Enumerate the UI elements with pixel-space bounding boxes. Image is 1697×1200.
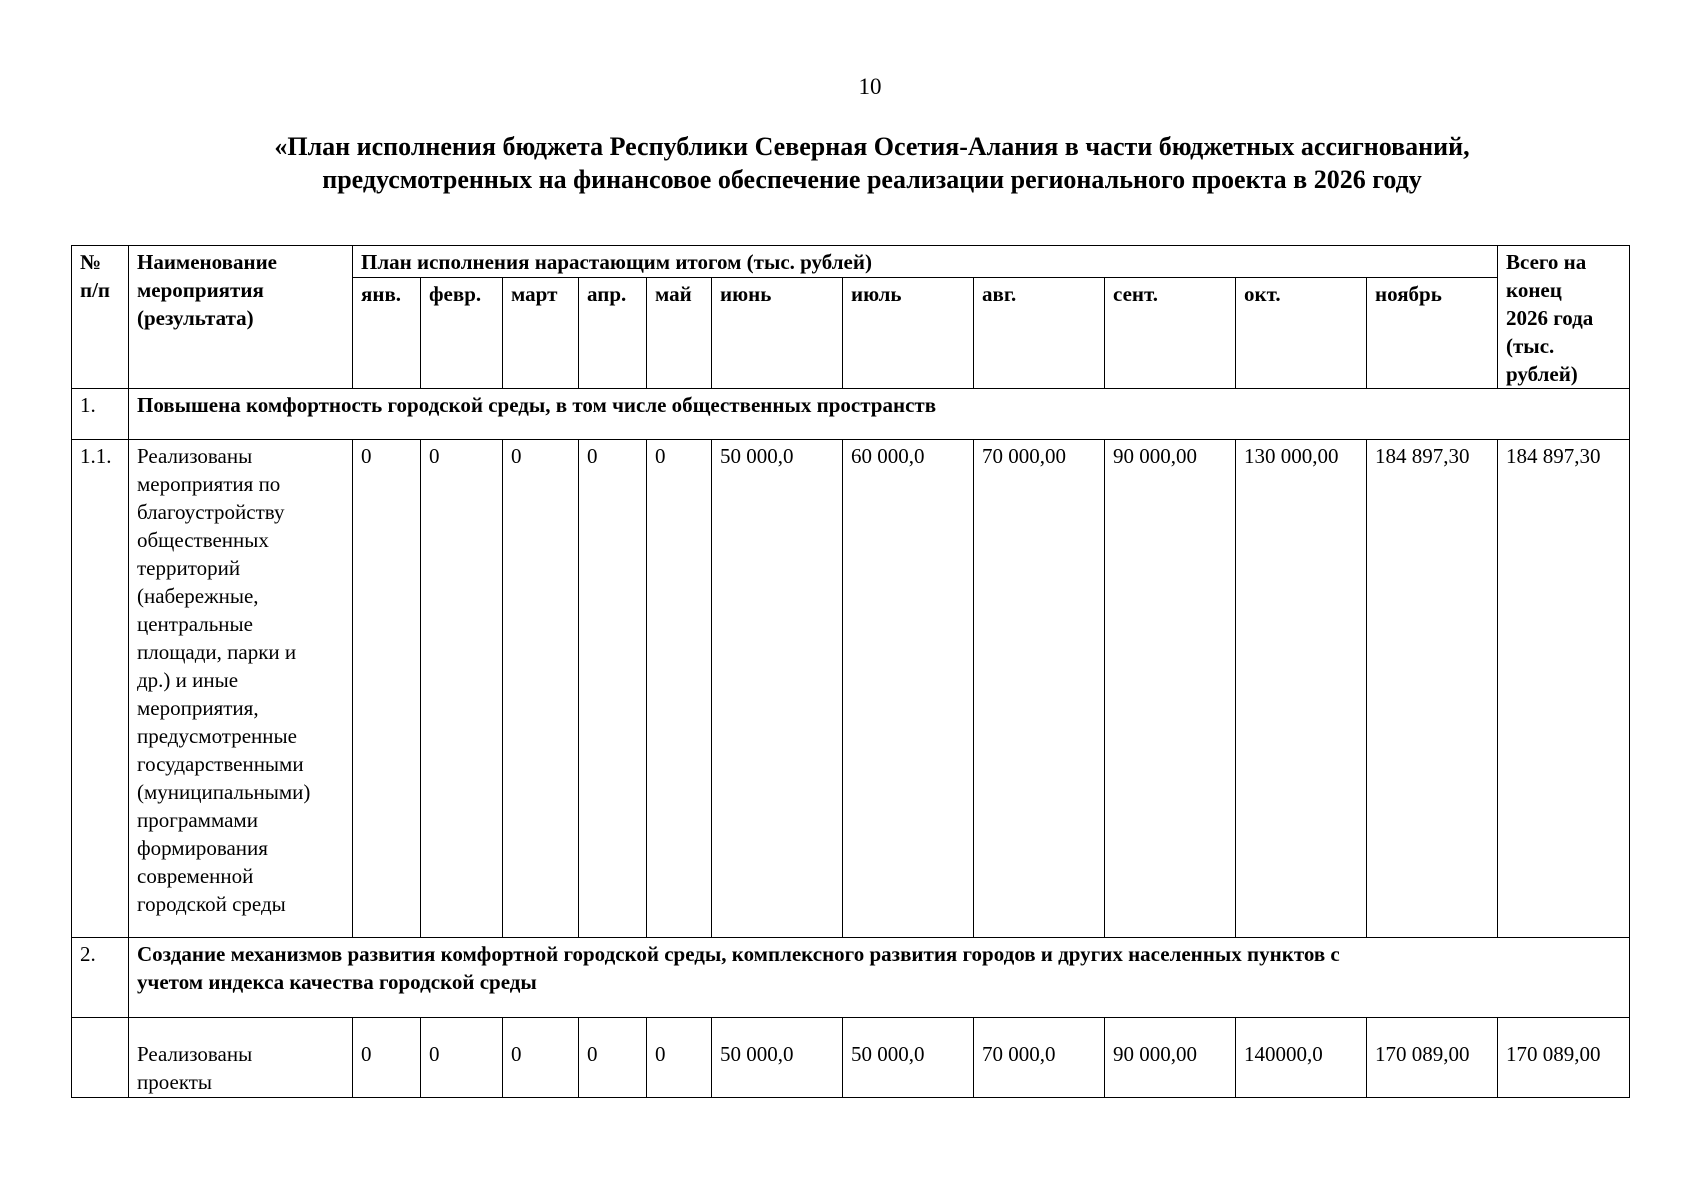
value-cell: 70 000,00 [974,440,1105,938]
row-name-cell [129,440,353,938]
value-cell: 50 000,0 [843,1018,974,1098]
value-cell: 90 000,00 [1105,440,1236,938]
header-number-line: № [80,250,102,274]
value-cell: 170 089,00 [1367,1018,1498,1098]
row-name-line: программами [137,808,258,832]
row-name-line: центральные [137,612,253,636]
row-name-line: современной [137,864,254,888]
row-name-line: Реализованы [137,444,253,468]
header-total-cell [1498,246,1630,389]
header-plan-cell: План исполнения нарастающим итогом (тыс. рублей) [353,246,1498,278]
header-total-line: Всего на [1506,250,1587,274]
header-number-cell [72,246,129,389]
value-cell: 0 [421,1018,503,1098]
header-total-line: конец [1506,278,1562,302]
section-title-line: учетом индекса качества городской среды [137,970,537,994]
value-cell: 50 000,0 [712,1018,843,1098]
row-name-line: Реализованы [137,1042,253,1066]
header-number-line: п/п [80,278,111,302]
header-row [72,246,1630,278]
document-title [72,130,1672,196]
month-header-cell: май [647,277,712,388]
row-name-line: предусмотренные [137,724,297,748]
row-number-cell: 1.1. [72,440,129,938]
row-name-line: др.) и иные [137,668,239,692]
month-header-cell: янв. [353,277,421,388]
page-number: 10 [858,74,882,99]
header-name-line: (результата) [137,306,254,330]
header-total-line: рублей) [1506,362,1578,386]
table-row [72,1018,1630,1098]
value-cell: 70 000,0 [974,1018,1105,1098]
value-cell: 140000,0 [1236,1018,1367,1098]
budget-plan-table [71,245,1630,1098]
row-name-cell [129,1018,353,1098]
row-name-line: благоустройству [137,500,285,524]
value-cell: 0 [647,1018,712,1098]
month-header-cell: март [503,277,579,388]
value-cell: 130 000,00 [1236,440,1367,938]
month-header-cell: ноябрь [1367,277,1498,388]
row-name-line: городской среды [137,892,286,916]
section-number-cell: 2. [72,938,129,1018]
month-header-cell: февр. [421,277,503,388]
value-cell: 0 [579,1018,647,1098]
section-title-line: Создание механизмов развития комфортной городской среды, комплексного развития городов и других населенных пунктов с [137,942,1340,966]
header-total-line: (тыс. [1506,334,1555,358]
header-name-line: Наименование [137,250,277,274]
row-name-line: формирования [137,836,268,860]
value-cell: 0 [421,440,503,938]
row-name-line: территорий [137,556,241,580]
value-cell: 0 [579,440,647,938]
value-cell: 0 [503,440,579,938]
value-cell: 50 000,0 [712,440,843,938]
month-header-cell: окт. [1236,277,1367,388]
table-row [72,440,1630,938]
row-name-line: мероприятия по [137,472,281,496]
value-cell: 0 [353,440,421,938]
total-cell: 170 089,00 [1498,1018,1630,1098]
title-line-1: «План исполнения бюджета Республики Северная Осетия-Алания в части бюджетных ассигнований, [274,132,1470,161]
row-number-cell [72,1018,129,1098]
value-cell: 0 [647,440,712,938]
header-name-line: мероприятия [137,278,264,302]
month-header-cell: авг. [974,277,1105,388]
value-cell: 0 [503,1018,579,1098]
section-title-cell: Повышена комфортность городской среды, в том числе общественных пространств [129,389,1630,440]
row-name-line: государственными [137,752,304,776]
month-header-cell: сент. [1105,277,1236,388]
value-cell: 184 897,30 [1367,440,1498,938]
row-name-line: общественных [137,528,269,552]
row-name-line: (набережные, [137,584,259,608]
month-header-cell: июль [843,277,974,388]
total-cell: 184 897,30 [1498,440,1630,938]
row-name-line: площади, парки и [137,640,297,664]
row-name-line: (муниципальными) [137,780,311,804]
section-row [72,389,1630,440]
month-header-cell: июнь [712,277,843,388]
header-total-line: 2026 года [1506,306,1594,330]
section-row [72,938,1630,1018]
section-title-cell [129,938,1630,1018]
value-cell: 0 [353,1018,421,1098]
value-cell: 60 000,0 [843,440,974,938]
header-name-cell [129,246,353,389]
value-cell: 90 000,00 [1105,1018,1236,1098]
row-name-line: мероприятия, [137,696,259,720]
title-line-2: предусмотренных на финансовое обеспечение реализации регионального проекта в 2026 году [322,165,1422,194]
section-number-cell: 1. [72,389,129,440]
row-name-line: проекты [137,1070,213,1094]
month-header-cell: апр. [579,277,647,388]
